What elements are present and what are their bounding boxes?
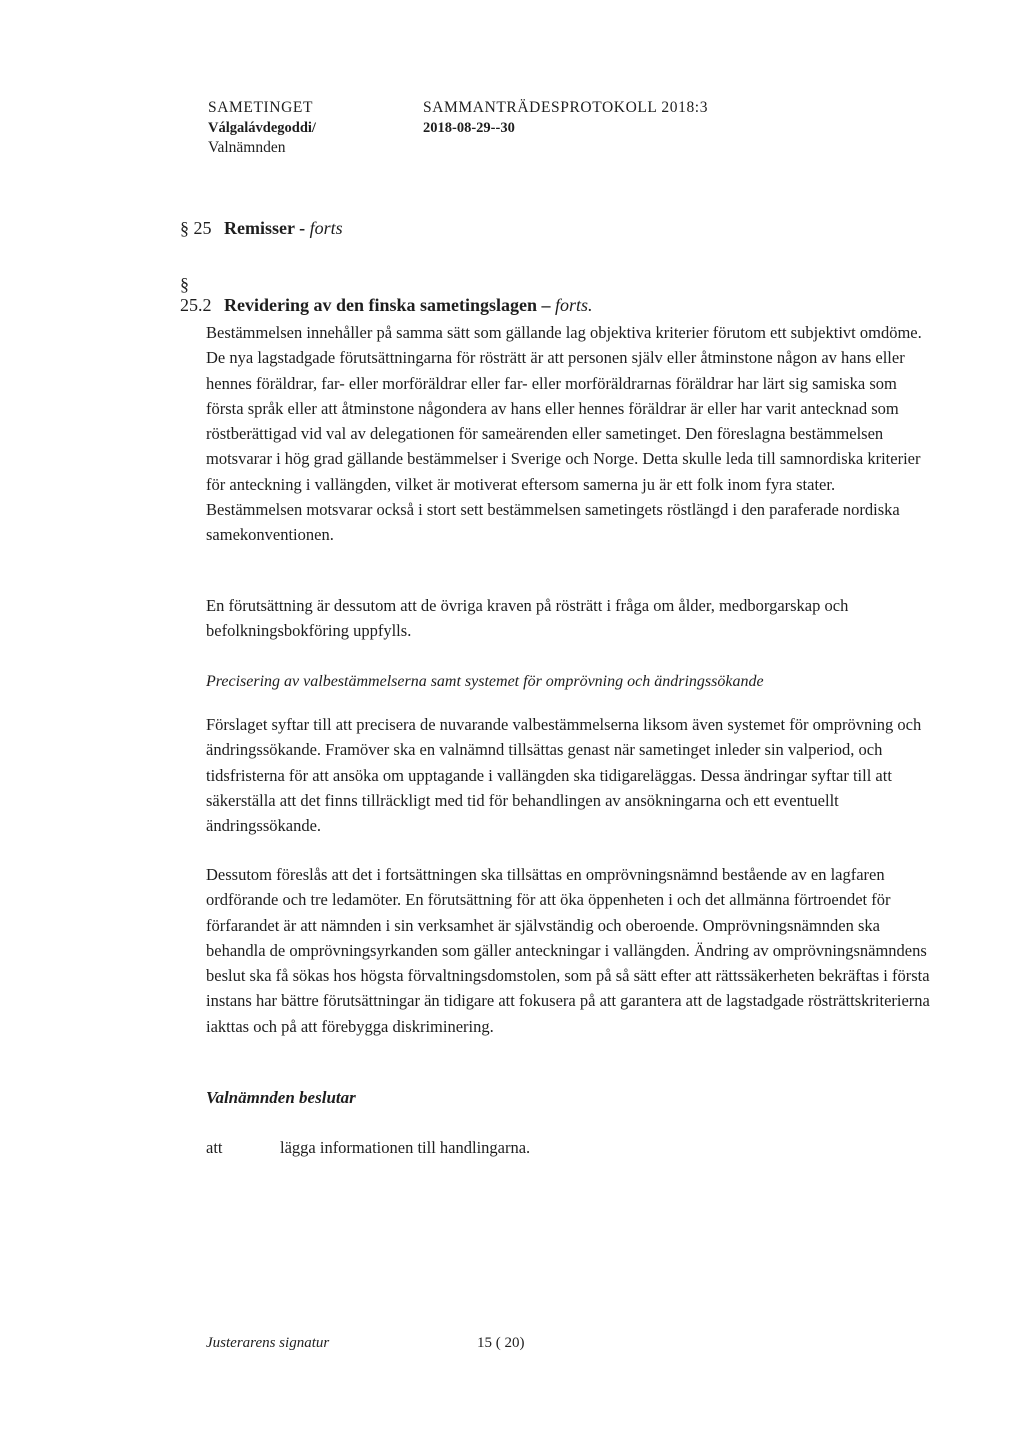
paragraph-voting-criteria — [206, 320, 930, 548]
paragraph-text: Bestämmelsen innehåller på samma sätt som gällande lag objektiva kriterier förutom ett subjektivt omdöme. De nya lagstadgade förutsättningarna för rösträtt är att personen själv eller åtminstone någon av hans eller hennes föräldrar, far- eller morföräldrar eller far- eller morföräldrarnas föräldrar har lärt sig samiska som första språk eller att åtminstone någondera av hans eller hennes föräldrar är eller har varit antecknad som röstberättigad vid val av delegationen för sameärenden eller sametinget. Den föreslagna bestämmelsen motsvarar i hög grad gällande bestämmelser i Sverige och Norge. Detta skulle leda till samnordiska kriterier för anteckning i vallängden, vilket är motiverat eftersom samerna ju är ett folk inom fyra stater. Bestämmelsen motsvarar också i stort sett bestämmelsen sametingets röstlängd i den paraferade nordiska samekonventionen. — [206, 323, 922, 545]
section-number: § 25.2 — [180, 274, 212, 315]
paragraph-text: Dessutom föreslås att det i fortsättningen ska tillsättas en omprövningsnämnd bestående av en lagfaren ordförande och tre ledamöter. En förutsättning för att öka öppenheten i och det allmänna förtroendet för förfarandet är att nämnden i sin verksamhet är självständig och oberoende. Omprövningsnämnden ska behandla de omprövningsyrkanden som gäller anteckningar i vallängden. Ändring av omprövningsnämndens beslut ska få sökas hos högsta förvaltningsdomstolen, som på så sätt efter att rättssäkerheten bekräftas i första instans har bättre förutsättningar än tidigare att fokusera på att garantera att de lagstadgade rösträttskriterierna iakttas och på att förebygga diskriminering. — [206, 865, 930, 1036]
paragraph-review-board — [206, 862, 930, 1039]
protocol-title: SAMMANTRÄDESPROTOKOLL 2018:3 — [423, 99, 709, 116]
paragraph-proposal-purpose — [206, 712, 930, 838]
decision-text — [206, 1135, 930, 1160]
organization-name: SAMETINGET — [208, 99, 314, 116]
signature-label: Justerarens signatur — [206, 1335, 330, 1351]
section-25-2-heading — [180, 274, 593, 316]
paragraph-text: En förutsättning är dessutom att de övriga kraven på rösträtt i fråga om ålder, medborgarskap och befolkningsbokföring uppfylls. — [206, 596, 849, 641]
section-continued: forts. — [555, 295, 593, 315]
section-25-heading — [180, 218, 343, 239]
paragraph-text: Förslaget syftar till att precisera de nuvarande valbestämmelserna liksom även systemet för omprövning och ändringssökande. Framöver ska en valnämnd tillsättas genast när sametinget inleder sin valperiod, och tidsfristerna för att ansöka om upptagande i vallängden ska tidigareläggas. Dessa ändringar syftar till att säkerställa att det finns tillräckligt med tid för behandlingen av ansökningarna och ett eventuellt ändringssökande. — [206, 715, 922, 836]
decision-att: att — [206, 1138, 223, 1157]
unit-name-sami: Válgalávdegoddi/ — [208, 120, 316, 136]
section-continued: forts — [309, 218, 343, 238]
meeting-date: 2018-08-29--30 — [423, 120, 515, 136]
header-protocol — [423, 98, 708, 138]
header-organization — [208, 98, 316, 158]
decision-heading: Valnämnden beslutar — [206, 1088, 356, 1107]
decision-content: lägga informationen till handlingarna. — [280, 1138, 531, 1157]
paragraph-other-requirements — [206, 593, 930, 644]
unit-name-swedish: Valnämnden — [208, 139, 286, 156]
section-title: Revidering av den finska sametingslagen – — [224, 295, 556, 315]
section-number: § 25 — [180, 218, 212, 238]
page-number: 15 ( 20) — [477, 1335, 525, 1351]
section-title: Remisser - — [224, 218, 310, 238]
subheading-election-rules: Precisering av valbestämmelserna samt systemet för omprövning och ändringssökande — [206, 673, 764, 690]
